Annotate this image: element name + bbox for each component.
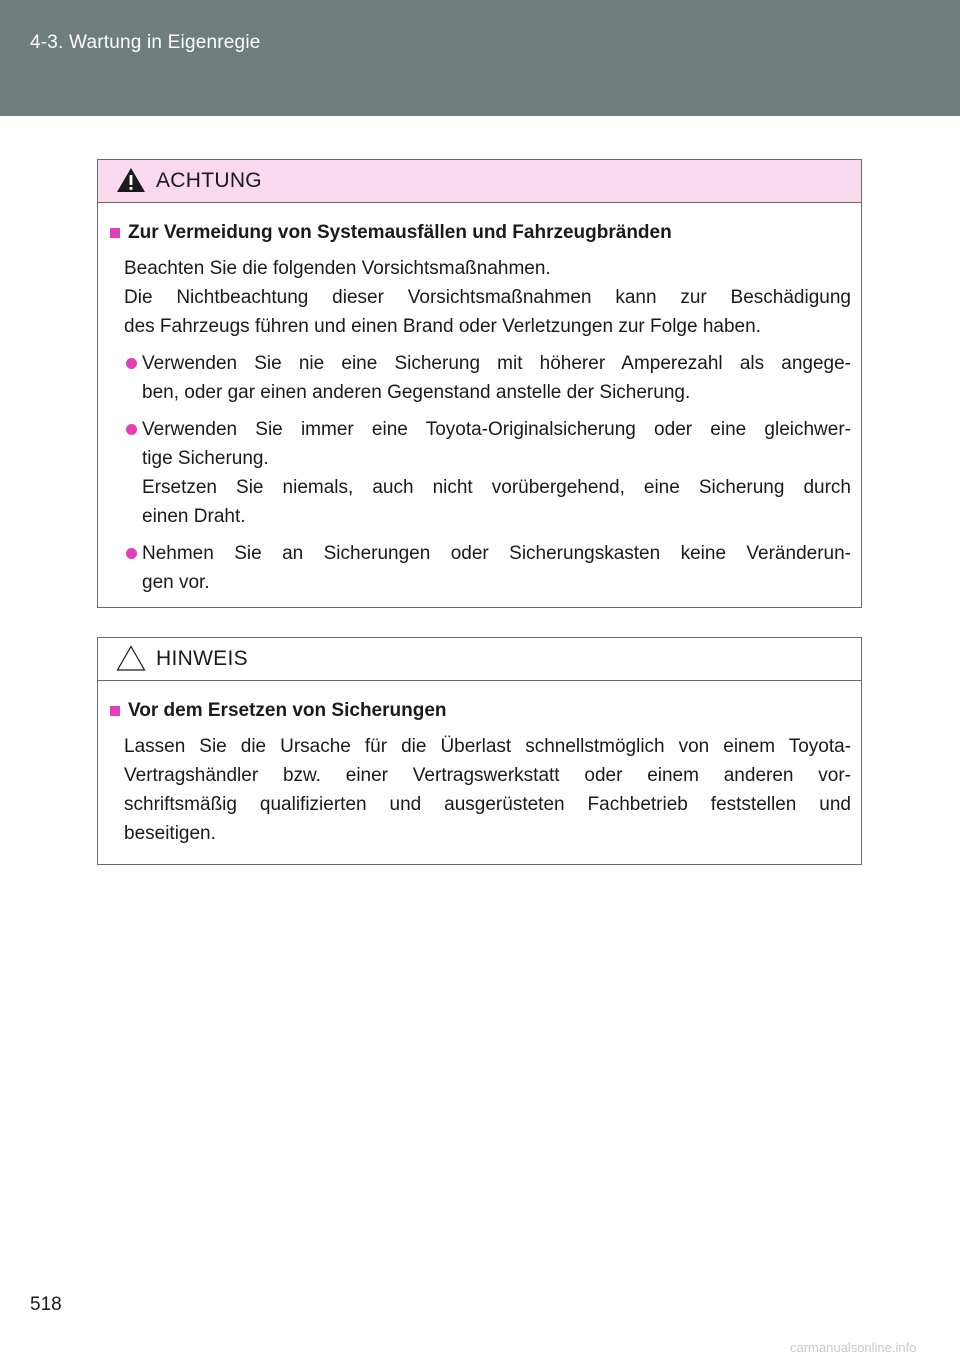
header-band [0,0,960,116]
warning-box-body [98,203,861,615]
note-box [97,637,862,865]
warning-box-title: ACHTUNG [156,169,262,192]
round-bullet-icon [126,358,137,369]
text-line: Nehmen Sie an Sicherungen oder Sicherungskasten keine Veränderun- [142,543,851,564]
note-box-title: HINWEIS [156,647,248,670]
round-bullet-icon [126,548,137,559]
text-line: Verwenden Sie immer eine Toyota-Originalsicherung oder eine gleichwer- [142,419,851,440]
page-number: 518 [30,1294,62,1315]
text-line: einen Draht. [142,506,246,527]
warning-heading [108,219,851,247]
text-line: Beachten Sie die folgenden Vorsichtsmaßnahmen. [124,258,551,279]
text-line: ben, oder gar einen anderen Gegenstand anstelle der Sicherung. [142,382,691,403]
warning-triangle-outline-icon [116,645,146,671]
square-bullet-icon [110,706,120,716]
section-title: 4-3. Wartung in Eigenregie [30,32,261,53]
note-box-body [98,681,861,866]
text-line: tige Sicherung. [142,448,269,469]
text-line: Vertragshändler bzw. einer Vertragswerkstatt oder einem anderen vor- [124,765,851,786]
text-line: Lassen Sie die Ursache für die Überlast schnellstmöglich von einem Toyota- [124,736,851,757]
text-line: gen vor. [142,572,210,593]
watermark: carmanualsonline.info [790,1340,917,1355]
list-item [108,415,851,531]
list-item [108,349,851,407]
note-box-header [98,638,861,681]
square-bullet-icon [110,228,120,238]
text-line: schriftsmäßig qualifizierten und ausgerüsteten Fachbetrieb feststellen und [124,794,851,815]
list-item [108,539,851,597]
warning-triangle-filled-icon [116,167,146,193]
text-line: Verwenden Sie nie eine Sicherung mit höherer Amperezahl als angege- [142,353,851,374]
warning-box-header [98,160,861,203]
text-line: des Fahrzeugs führen und einen Brand oder Verletzungen zur Folge haben. [124,316,761,337]
warning-intro [108,254,851,341]
text-line: beseitigen. [124,823,216,844]
round-bullet-icon [126,424,137,435]
note-paragraph [108,732,851,848]
text-line: Die Nichtbeachtung dieser Vorsichtsmaßnahmen kann zur Beschädigung [124,287,851,308]
text-line: Ersetzen Sie niemals, auch nicht vorübergehend, eine Sicherung durch [142,477,851,498]
note-heading [108,697,851,725]
note-heading-text: Vor dem Ersetzen von Sicherungen [128,700,447,721]
warning-heading-text: Zur Vermeidung von Systemausfällen und Fahrzeugbränden [128,222,672,243]
warning-box [97,159,862,608]
